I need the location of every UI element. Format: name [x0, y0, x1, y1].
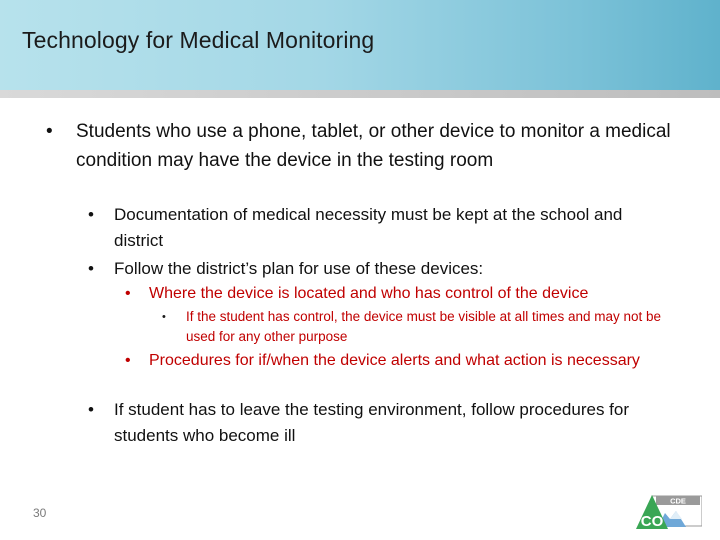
- logo-badge-text: CDE: [670, 496, 686, 506]
- bullet-marker: •: [125, 285, 131, 302]
- page-number: 30: [33, 506, 47, 520]
- bullet-level2: [88, 256, 674, 282]
- bullet-text: If student has to leave the testing environment, follow procedures for students who become ill: [114, 400, 630, 445]
- bullet-level3: [125, 283, 689, 305]
- bullet-marker: •: [125, 352, 131, 369]
- bullet-text: Students who use a phone, tablet, or other device to monitor a medical condition may have the device in the testing room: [76, 121, 671, 171]
- bullet-marker: •: [88, 205, 94, 224]
- bullet-marker: •: [88, 259, 94, 278]
- bullet-text: If the student has control, the device must be visible at all times and may not be used for any other purpose: [186, 309, 662, 344]
- cde-colorado-logo: [634, 491, 702, 533]
- bullet-level3: [125, 350, 689, 372]
- bullet-level2: [88, 397, 674, 449]
- bullet-marker: •: [162, 311, 166, 323]
- logo-text: CO: [640, 513, 664, 530]
- bullet-level1: [46, 117, 676, 175]
- slide-title: Technology for Medical Monitoring: [22, 27, 375, 53]
- bullet-marker: •: [88, 400, 94, 419]
- bullet-text: Follow the district’s plan for use of these devices:: [114, 259, 484, 278]
- bullet-marker: •: [46, 121, 53, 142]
- bullet-level4: [162, 307, 686, 347]
- bullet-text: Documentation of medical necessity must be kept at the school and district: [114, 205, 623, 250]
- bullet-text: Procedures for if/when the device alerts and what action is necessary: [149, 352, 640, 369]
- bullet-text: Where the device is located and who has control of the device: [149, 285, 589, 302]
- bullet-level2: [88, 202, 674, 254]
